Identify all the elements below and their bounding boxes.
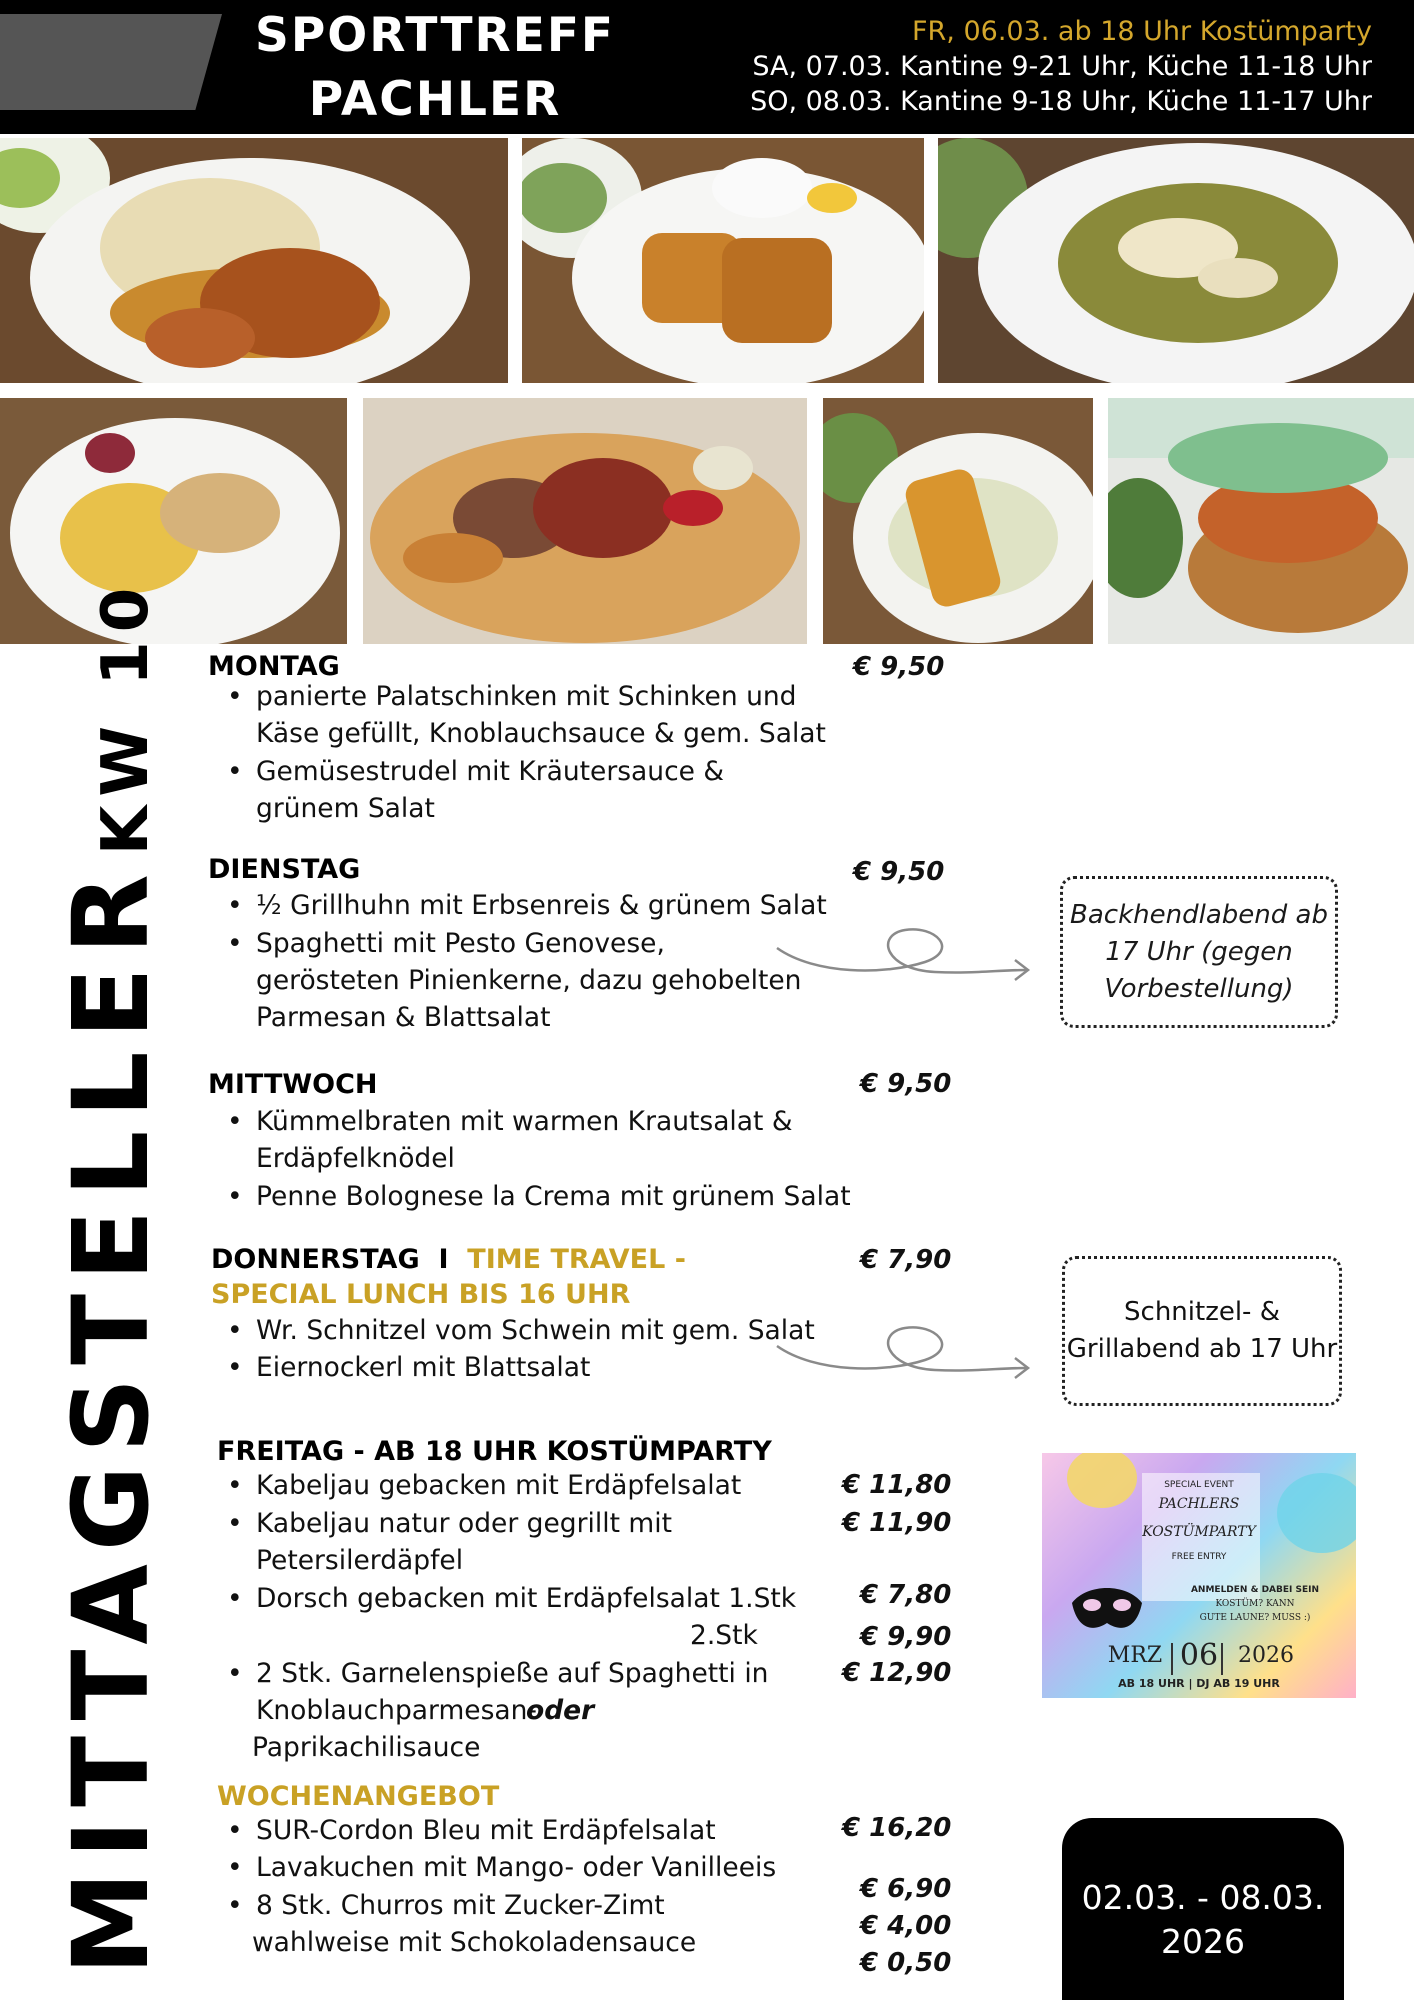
header-bar (0, 0, 1414, 134)
poster-footer: AB 18 UHR | DJ AB 19 UHR (1118, 1677, 1280, 1690)
day-heading-wochenangebot: WOCHENANGEBOT (217, 1781, 500, 1812)
donnerstag-special-1: TIME TRAVEL - (467, 1244, 686, 1275)
menu-item-woche-3: • 8 Stk. Churros mit Zucker-Zimt (256, 1887, 816, 1924)
price-donnerstag: € 7,90 (860, 1245, 952, 1275)
menu-item-montag-1: • panierte Palatschinken mit Schinken und Käse gefüllt, Knoblauchsauce & gem. Salat (256, 678, 836, 752)
price-freitag-5: € 12,90 (842, 1658, 952, 1688)
menu-item-freitag-4b: Paprikachilisauce (252, 1732, 481, 1763)
menu-item-mittwoch-2: • Penne Bolognese la Crema mit grünem Salat (256, 1178, 856, 1215)
menu-item-montag-2: • Gemüsestrudel mit Kräutersauce & grünem Salat (256, 753, 816, 827)
title-week: KW 10 (89, 578, 163, 856)
menu-item-dienstag-1: • ½ Grillhuhn mit Erbsenreis & grünem Salat (256, 887, 856, 924)
price-freitag-2: € 11,90 (842, 1508, 952, 1538)
day-heading-dienstag: DIENSTAG (208, 854, 361, 885)
poster-line1: SPECIAL EVENT (1164, 1480, 1234, 1490)
photo-pesto-spaghetti (938, 138, 1414, 383)
donnerstag-separator: I (438, 1244, 449, 1275)
menu-item-woche-2: • Lavakuchen mit Mango- oder Vanilleeis (256, 1849, 856, 1886)
date-range-box (1062, 1818, 1344, 2000)
poster-line5: ANMELDEN & DABEI SEIN (1190, 1585, 1320, 1595)
price-freitag-3: € 7,80 (860, 1580, 952, 1610)
venue-name (255, 4, 615, 132)
price-woche-4: € 0,50 (860, 1948, 952, 1978)
price-dienstag: € 9,50 (853, 857, 945, 887)
photo-breaded-dish (522, 138, 924, 383)
menu-item-woche-3b: wahlweise mit Schokoladensauce (252, 1927, 697, 1958)
note-box-backhendl (1060, 876, 1338, 1028)
schedule-sunday: SO, 08.03. Kantine 9-18 Uhr, Küche 11-17 Uhr (750, 86, 1372, 117)
poster-line3: KOSTÜMPARTY (1142, 1524, 1256, 1540)
donnerstag-label: DONNERSTAG (211, 1244, 420, 1275)
price-freitag-4: € 9,90 (860, 1622, 952, 1652)
note-box-schnitzel (1062, 1256, 1342, 1406)
event-poster (1042, 1453, 1356, 1698)
poster-month: MRZ (1107, 1643, 1163, 1668)
poster-line7: GUTE LAUNE? MUSS :) (1199, 1613, 1311, 1623)
opening-schedule (750, 14, 1372, 119)
day-heading-mittwoch: MITTWOCH (208, 1069, 378, 1100)
photo-grilled-chicken (0, 138, 508, 383)
poster-line2: PACHLERS (1158, 1496, 1240, 1512)
menu-item-freitag-2: • Kabeljau natur oder gegrillt mit Petersilerdäpfel (256, 1505, 776, 1579)
price-woche-1: € 16,20 (842, 1813, 952, 1843)
price-freitag-1: € 11,80 (842, 1470, 952, 1500)
menu-item-woche-1: • SUR-Cordon Bleu mit Erdäpfelsalat (256, 1812, 816, 1849)
menu-item-dienstag-2: • Spaghetti mit Pesto Genovese, gerösteten Pinienkerne, dazu gehobelten Parmesan & Blattsalat (256, 925, 816, 1036)
price-montag: € 9,50 (853, 652, 945, 682)
day-heading-donnerstag (211, 1244, 686, 1275)
poster-line4: FREE ENTRY (1171, 1552, 1227, 1562)
title-main: MITTAGSTELLER (50, 861, 172, 1975)
loop-arrow-icon (775, 920, 1035, 1000)
vertical-title (50, 579, 172, 1975)
note-backhendl: Backhendlabend ab 17 Uhr (gegen Vorbestellung) (1070, 899, 1328, 1004)
menu-item-freitag-3: • Dorsch gebacken mit Erdäpfelsalat 1.Stk (256, 1580, 856, 1617)
note-schnitzel: Schnitzel- & Grillabend ab 17 Uhr (1066, 1297, 1338, 1364)
schedule-saturday: SA, 07.03. Kantine 9-21 Uhr, Küche 11-18 Uhr (752, 51, 1372, 82)
menu-item-mittwoch-1: • Kümmelbraten mit warmen Krautsalat & Erdäpfelknödel (256, 1103, 816, 1177)
venue-line1: SPORTTREFF (255, 8, 616, 63)
menu-item-freitag-4-oder: oder (526, 1695, 595, 1726)
photo-vegetable-strudel (823, 398, 1093, 644)
day-heading-montag: MONTAG (208, 651, 340, 682)
donnerstag-special-line2 (211, 1279, 630, 1310)
loop-arrow-icon-2 (775, 1318, 1035, 1398)
poster-line6: KOSTÜM? KANN (1215, 1599, 1295, 1609)
menu-item-freitag-1: • Kabeljau gebacken mit Erdäpfelsalat (256, 1467, 816, 1504)
poster-year: 2026 (1238, 1643, 1294, 1668)
price-mittwoch: € 9,50 (860, 1069, 952, 1099)
menu-item-donnerstag-1: • Wr. Schnitzel vom Schwein mit gem. Salat (256, 1312, 856, 1349)
menu-item-freitag-3b: 2.Stk (690, 1620, 758, 1651)
venue-line2: PACHLER (308, 72, 562, 127)
day-heading-freitag: FREITAG - AB 18 UHR KOSTÜMPARTY (217, 1436, 772, 1467)
price-woche-3: € 4,00 (860, 1911, 952, 1941)
logo-shape (0, 14, 222, 110)
menu-item-freitag-4: • 2 Stk. Garnelenspieße auf Spaghetti in Knoblauchparmesan- (256, 1655, 816, 1729)
date-range-line1: 02.03. - 08.03. (1081, 1878, 1325, 1917)
price-woche-2: € 6,90 (860, 1874, 952, 1904)
menu-item-donnerstag-2: • Eiernockerl mit Blattsalat (256, 1349, 856, 1386)
photo-fried-chicken-basket (1108, 398, 1414, 644)
poster-day: 06 (1179, 1638, 1219, 1673)
schedule-friday: FR, 06.03. ab 18 Uhr Kostümparty (912, 16, 1372, 47)
donnerstag-special-2: SPECIAL LUNCH BIS 16 UHR (211, 1279, 631, 1310)
date-range-line2: 2026 (1161, 1922, 1245, 1961)
photo-grill-plate (363, 398, 807, 644)
